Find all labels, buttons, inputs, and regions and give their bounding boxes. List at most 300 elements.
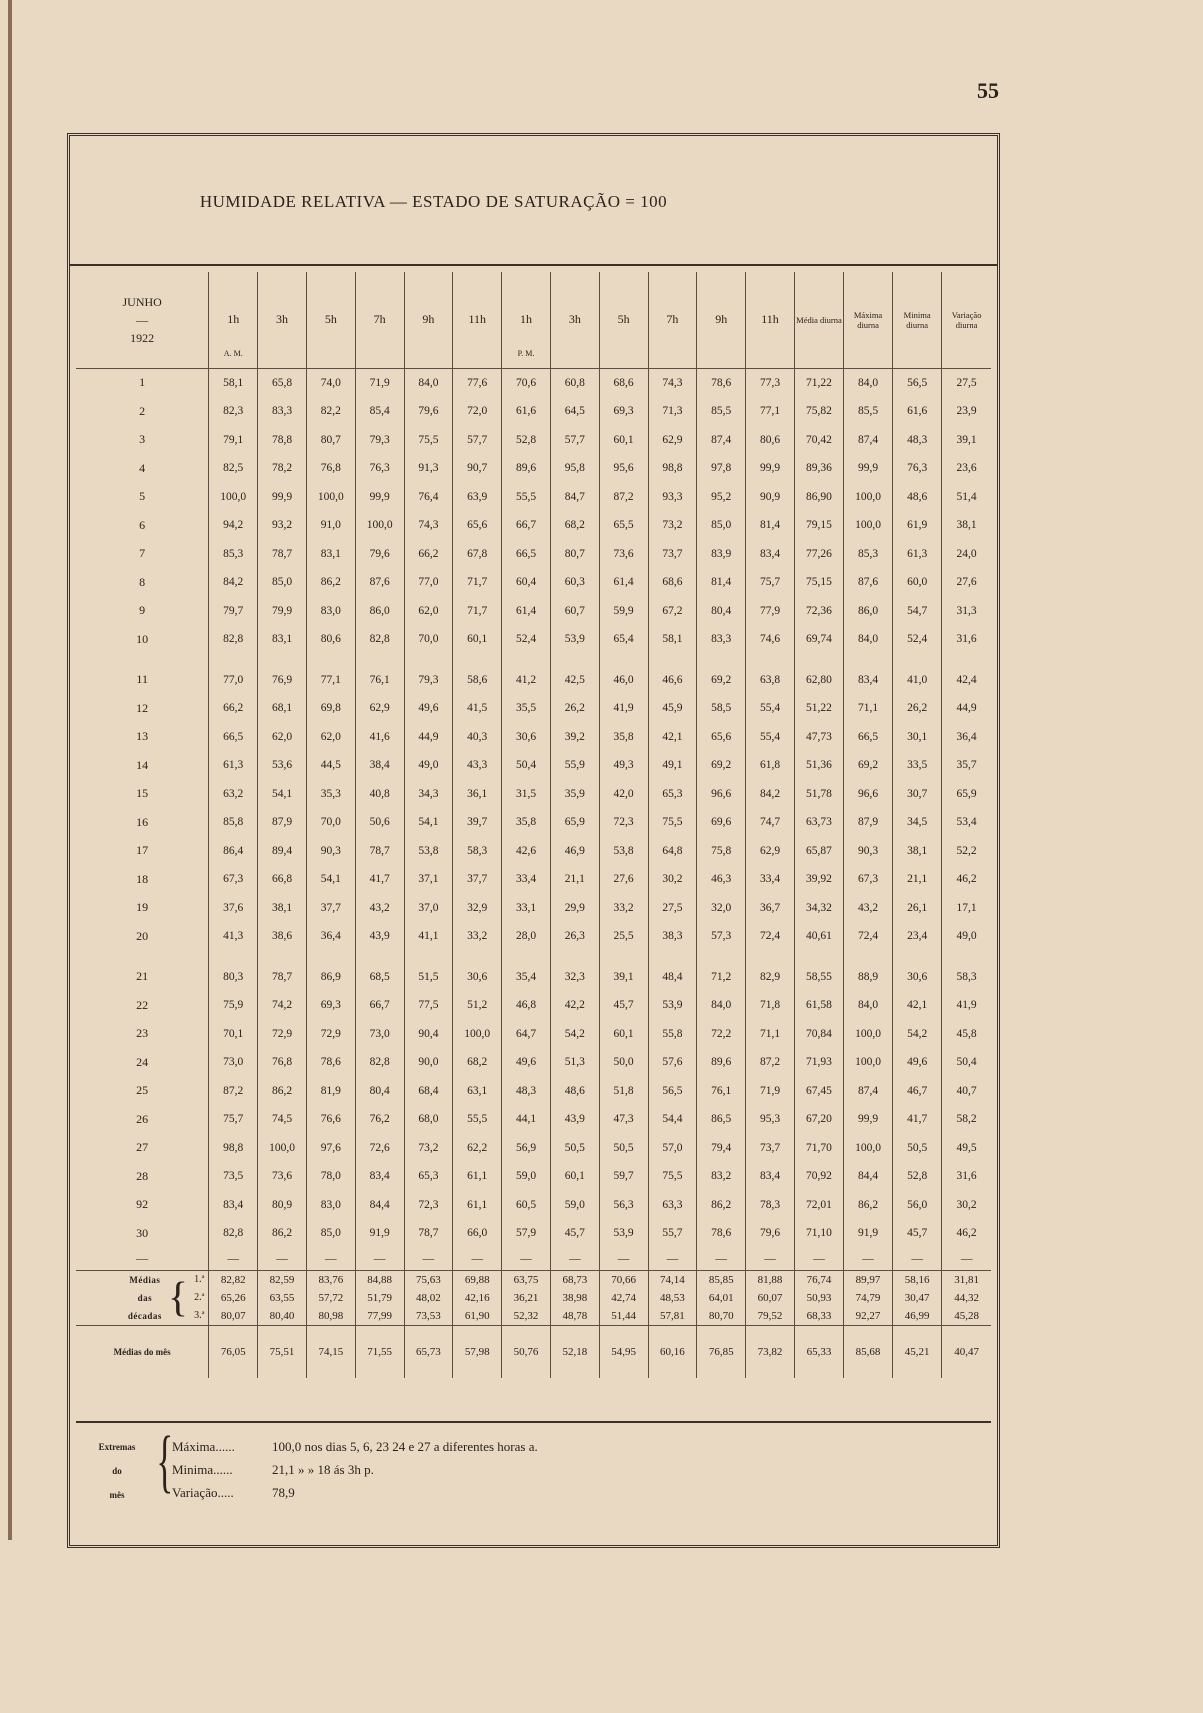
value-cell: 100,0	[355, 511, 404, 540]
value-cell: 55,7	[648, 1219, 697, 1248]
decade-value: 50,93	[794, 1289, 843, 1307]
value-cell: 87,9	[258, 808, 307, 837]
value-cell: 24,0	[942, 540, 991, 569]
value-cell: 83,4	[746, 540, 795, 569]
value-cell: 73,2	[648, 511, 697, 540]
gap-cell	[453, 951, 502, 963]
day-number: 10	[136, 631, 149, 646]
value-cell: 63,3	[648, 1191, 697, 1220]
value-cell: 46,3	[697, 865, 746, 894]
stat-header-mean: Média diurna	[794, 272, 843, 368]
value-cell: 52,8	[893, 1162, 942, 1191]
value-cell: 86,4	[209, 837, 258, 866]
value-cell: 95,2	[697, 483, 746, 512]
gap-cell	[794, 654, 843, 666]
value-cell: 42,1	[893, 991, 942, 1020]
value-cell: 86,2	[258, 1219, 307, 1248]
value-cell: 86,90	[794, 483, 843, 512]
value-cell: 46,7	[893, 1077, 942, 1106]
value-cell: 41,7	[893, 1105, 942, 1134]
value-cell: 83,1	[258, 625, 307, 654]
day-row	[76, 1020, 991, 1049]
value-cell: 83,0	[306, 597, 355, 626]
value-cell: 62,0	[404, 597, 453, 626]
value-cell: 39,2	[550, 723, 599, 752]
gap-cell	[599, 951, 648, 963]
value-cell: 76,1	[697, 1077, 746, 1106]
day-number: 1	[139, 375, 146, 390]
value-cell: 26,1	[893, 894, 942, 923]
value-cell: 60,1	[550, 1162, 599, 1191]
value-cell: 68,5	[355, 963, 404, 992]
value-cell: 84,2	[746, 780, 795, 809]
value-cell: 58,1	[648, 625, 697, 654]
value-cell: 55,4	[746, 723, 795, 752]
dash-cell: —	[355, 1248, 404, 1271]
decade-value: 36,21	[502, 1289, 551, 1307]
value-cell: 71,9	[746, 1077, 795, 1106]
decade-value: 46,99	[893, 1307, 942, 1326]
value-cell: 68,1	[258, 694, 307, 723]
decade-value: 42,16	[453, 1289, 502, 1307]
value-cell: 55,5	[502, 483, 551, 512]
value-cell: 71,9	[355, 368, 404, 397]
day-row	[76, 666, 991, 695]
value-cell: 100,0	[844, 1020, 893, 1049]
value-cell: 62,2	[453, 1134, 502, 1163]
dash-cell: —	[136, 1251, 149, 1265]
value-cell: 66,7	[502, 511, 551, 540]
value-cell: 52,2	[942, 837, 991, 866]
value-cell: 75,5	[648, 1162, 697, 1191]
year-label: 1922	[130, 330, 155, 345]
value-cell: 35,8	[599, 723, 648, 752]
decade-value: 80,40	[258, 1307, 307, 1326]
day-row	[76, 694, 991, 723]
decade-value: 89,97	[844, 1270, 893, 1289]
day-number: 8	[139, 574, 146, 589]
value-cell: 66,8	[258, 865, 307, 894]
dash-cell: —	[209, 1248, 258, 1271]
value-cell: 74,7	[746, 808, 795, 837]
decade-value: 68,33	[794, 1307, 843, 1326]
value-cell: 48,4	[648, 963, 697, 992]
value-cell: 63,9	[453, 483, 502, 512]
value-cell: 58,3	[453, 837, 502, 866]
value-cell: 67,8	[453, 540, 502, 569]
value-cell: 72,4	[746, 922, 795, 951]
value-cell: 45,7	[893, 1219, 942, 1248]
value-cell: 41,2	[502, 666, 551, 695]
value-cell: 57,6	[648, 1048, 697, 1077]
day-row	[76, 397, 991, 426]
value-cell: 62,80	[794, 666, 843, 695]
day-row	[76, 963, 991, 992]
day-number: 22	[136, 997, 149, 1012]
day-number: 20	[136, 928, 149, 943]
value-cell: 100,0	[844, 1048, 893, 1077]
value-cell: 61,58	[794, 991, 843, 1020]
value-cell: 69,6	[697, 808, 746, 837]
value-cell: 66,5	[844, 723, 893, 752]
value-cell: 50,5	[599, 1134, 648, 1163]
value-cell: 68,6	[599, 368, 648, 397]
value-cell: 58,55	[794, 963, 843, 992]
gap-cell	[502, 654, 551, 666]
value-cell: 84,2	[209, 568, 258, 597]
decade-value: 51,44	[599, 1307, 648, 1326]
value-cell: 83,4	[844, 666, 893, 695]
decade-value: 82,59	[258, 1270, 307, 1289]
value-cell: 95,3	[746, 1105, 795, 1134]
value-cell: 46,2	[942, 865, 991, 894]
value-cell: 41,6	[355, 723, 404, 752]
month-year-header	[76, 272, 209, 368]
value-cell: 73,6	[258, 1162, 307, 1191]
value-cell: 99,9	[355, 483, 404, 512]
decade-value: 44,32	[942, 1289, 991, 1307]
value-cell: 35,3	[306, 780, 355, 809]
value-cell: 82,3	[209, 397, 258, 426]
value-cell: 100,0	[306, 483, 355, 512]
value-cell: 65,3	[648, 780, 697, 809]
value-cell: 85,5	[697, 397, 746, 426]
value-cell: 53,6	[258, 751, 307, 780]
value-cell: 68,2	[550, 511, 599, 540]
value-cell: 83,1	[306, 540, 355, 569]
value-cell: 53,9	[599, 1219, 648, 1248]
value-cell: 65,9	[550, 808, 599, 837]
value-cell: 65,9	[942, 780, 991, 809]
value-cell: 66,5	[502, 540, 551, 569]
month-average-value: 52,18	[550, 1325, 599, 1378]
value-cell: 69,2	[697, 666, 746, 695]
value-cell: 82,8	[209, 1219, 258, 1248]
value-cell: 84,0	[844, 625, 893, 654]
value-cell: 79,9	[258, 597, 307, 626]
value-cell: 37,7	[306, 894, 355, 923]
value-cell: 76,6	[306, 1105, 355, 1134]
value-cell: 70,6	[502, 368, 551, 397]
value-cell: 80,9	[258, 1191, 307, 1220]
value-cell: 60,5	[502, 1191, 551, 1220]
day-number: 30	[136, 1225, 149, 1240]
gap-cell	[697, 654, 746, 666]
value-cell: 35,5	[502, 694, 551, 723]
value-cell: 59,7	[599, 1162, 648, 1191]
value-cell: 76,8	[258, 1048, 307, 1077]
value-cell: 60,7	[550, 597, 599, 626]
day-row	[76, 568, 991, 597]
value-cell: 43,2	[844, 894, 893, 923]
value-cell: 76,3	[355, 454, 404, 483]
value-cell: 86,5	[697, 1105, 746, 1134]
value-cell: 48,6	[893, 483, 942, 512]
month-average-value: 73,82	[746, 1325, 795, 1378]
month-average-value: 76,05	[209, 1325, 258, 1378]
day-number: 25	[136, 1083, 149, 1098]
decade-value: 31,81	[942, 1270, 991, 1289]
gap-cell	[453, 654, 502, 666]
decade-value: 77,99	[355, 1307, 404, 1326]
gap-cell	[258, 951, 307, 963]
value-cell: 69,3	[306, 991, 355, 1020]
day-number: 6	[139, 517, 146, 532]
value-cell: 41,5	[453, 694, 502, 723]
brace-glyph: {	[156, 1423, 174, 1500]
dash-cell: —	[942, 1248, 991, 1271]
value-cell: 83,4	[746, 1162, 795, 1191]
day-row	[76, 454, 991, 483]
value-cell: 95,6	[599, 454, 648, 483]
decade-value: 75,63	[404, 1270, 453, 1289]
day-row	[76, 368, 991, 397]
value-cell: 43,2	[355, 894, 404, 923]
value-cell: 81,9	[306, 1077, 355, 1106]
decade-value: 80,07	[209, 1307, 258, 1326]
day-number: 23	[136, 1026, 149, 1041]
month-average-value: 60,16	[648, 1325, 697, 1378]
value-cell: 69,2	[844, 751, 893, 780]
value-cell: 63,73	[794, 808, 843, 837]
decade-value: 65,26	[209, 1289, 258, 1307]
decade-value: 48,53	[648, 1289, 697, 1307]
value-cell: 99,9	[746, 454, 795, 483]
value-cell: 78,7	[404, 1219, 453, 1248]
decade-value: 42,74	[599, 1289, 648, 1307]
value-cell: 66,2	[209, 694, 258, 723]
day-row	[76, 625, 991, 654]
value-cell: 80,4	[697, 597, 746, 626]
dash-cell: —	[404, 1248, 453, 1271]
value-cell: 66,2	[404, 540, 453, 569]
value-cell: 77,0	[209, 666, 258, 695]
value-cell: 56,9	[502, 1134, 551, 1163]
value-cell: 85,0	[306, 1219, 355, 1248]
day-row	[76, 780, 991, 809]
value-cell: 34,5	[893, 808, 942, 837]
group-gap	[76, 951, 991, 963]
dash-cell: —	[844, 1248, 893, 1271]
value-cell: 53,8	[404, 837, 453, 866]
value-cell: 90,3	[844, 837, 893, 866]
am-label: A. M.	[223, 348, 243, 358]
day-row	[76, 511, 991, 540]
value-cell: 72,01	[794, 1191, 843, 1220]
value-cell: 90,9	[746, 483, 795, 512]
dash-cell: —	[794, 1248, 843, 1271]
value-cell: 39,1	[942, 426, 991, 455]
value-cell: 30,6	[893, 963, 942, 992]
stat-header-variation: Variação diurna	[942, 272, 991, 368]
value-cell: 81,4	[697, 568, 746, 597]
decade-value: 30,47	[893, 1289, 942, 1307]
value-cell: 43,9	[355, 922, 404, 951]
value-cell: 64,8	[648, 837, 697, 866]
gap-cell	[844, 951, 893, 963]
hour-header: 9h	[697, 272, 746, 368]
value-cell: 27,5	[942, 368, 991, 397]
value-cell: 45,7	[550, 1219, 599, 1248]
value-cell: 57,0	[648, 1134, 697, 1163]
day-number: 12	[136, 700, 149, 715]
value-cell: 26,2	[893, 694, 942, 723]
value-cell: 41,7	[355, 865, 404, 894]
value-cell: 65,6	[697, 723, 746, 752]
hour-header: 9h	[404, 272, 453, 368]
value-cell: 71,22	[794, 368, 843, 397]
value-cell: 31,6	[942, 1162, 991, 1191]
value-cell: 79,1	[209, 426, 258, 455]
value-cell: 65,5	[599, 511, 648, 540]
day-row	[76, 723, 991, 752]
value-cell: 78,7	[258, 963, 307, 992]
value-cell: 72,3	[599, 808, 648, 837]
value-cell: 42,0	[599, 780, 648, 809]
value-cell: 21,1	[550, 865, 599, 894]
gap-cell	[794, 951, 843, 963]
day-number: 5	[139, 489, 146, 504]
value-cell: 87,6	[355, 568, 404, 597]
decade-value: 57,72	[306, 1289, 355, 1307]
value-cell: 37,7	[453, 865, 502, 894]
value-cell: 71,8	[746, 991, 795, 1020]
decade-value: 82,82	[209, 1270, 258, 1289]
value-cell: 51,4	[942, 483, 991, 512]
decade-value: 48,78	[550, 1307, 599, 1326]
value-cell: 100,0	[844, 483, 893, 512]
value-cell: 78,2	[258, 454, 307, 483]
day-number: 2	[139, 403, 146, 418]
month-average-value: 65,73	[404, 1325, 453, 1378]
value-cell: 86,2	[844, 1191, 893, 1220]
value-cell: 40,61	[794, 922, 843, 951]
value-cell: 44,5	[306, 751, 355, 780]
dash-cell: —	[306, 1248, 355, 1271]
gap-cell	[599, 654, 648, 666]
value-cell: 35,8	[502, 808, 551, 837]
hour-header: 11h	[453, 272, 502, 368]
gap-cell	[648, 654, 697, 666]
value-cell: 71,7	[453, 568, 502, 597]
value-cell: 49,6	[502, 1048, 551, 1077]
value-cell: 37,0	[404, 894, 453, 923]
value-cell: 72,3	[404, 1191, 453, 1220]
value-cell: 84,4	[844, 1162, 893, 1191]
value-cell: 62,0	[258, 723, 307, 752]
value-cell: 65,8	[258, 368, 307, 397]
value-cell: 41,3	[209, 922, 258, 951]
day-number: 92	[136, 1197, 149, 1212]
value-cell: 71,3	[648, 397, 697, 426]
value-cell: 71,1	[844, 694, 893, 723]
value-cell: 38,1	[893, 837, 942, 866]
decade-value: 58,16	[893, 1270, 942, 1289]
month-average-value: 40,47	[942, 1325, 991, 1378]
value-cell: 86,2	[306, 568, 355, 597]
value-cell: 56,0	[893, 1191, 942, 1220]
value-cell: 83,3	[258, 397, 307, 426]
value-cell: 30,1	[893, 723, 942, 752]
extreme-max: Máxima...... 100,0 nos dias 5, 6, 23 24 e 27 a diferentes horas a.	[172, 1439, 538, 1454]
value-cell: 17,1	[942, 894, 991, 923]
value-cell: 43,9	[550, 1105, 599, 1134]
value-cell: 60,3	[550, 568, 599, 597]
day-row	[76, 1219, 991, 1248]
value-cell: 73,2	[404, 1134, 453, 1163]
value-cell: 59,9	[599, 597, 648, 626]
value-cell: 51,8	[599, 1077, 648, 1106]
hour-header: 5h	[306, 272, 355, 368]
value-cell: 78,7	[258, 540, 307, 569]
hour-header: 5h	[599, 272, 648, 368]
decade-value: 70,66	[599, 1270, 648, 1289]
value-cell: 38,1	[942, 511, 991, 540]
value-cell: 94,2	[209, 511, 258, 540]
value-cell: 85,0	[697, 511, 746, 540]
value-cell: 78,6	[306, 1048, 355, 1077]
value-cell: 100,0	[453, 1020, 502, 1049]
value-cell: 71,93	[794, 1048, 843, 1077]
value-cell: 54,1	[306, 865, 355, 894]
value-cell: 26,3	[550, 922, 599, 951]
value-cell: 60,8	[550, 368, 599, 397]
value-cell: 58,5	[697, 694, 746, 723]
decade-value: 61,90	[453, 1307, 502, 1326]
decade-value: 51,79	[355, 1289, 404, 1307]
gap-cell	[76, 654, 209, 666]
value-cell: 60,1	[453, 625, 502, 654]
day-number: 4	[139, 460, 146, 475]
gap-cell	[258, 654, 307, 666]
value-cell: 77,5	[404, 991, 453, 1020]
value-cell: 61,6	[893, 397, 942, 426]
value-cell: 31,3	[942, 597, 991, 626]
value-cell: 37,6	[209, 894, 258, 923]
dash-cell: —	[648, 1248, 697, 1271]
group-gap	[76, 654, 991, 666]
dash-row	[76, 1248, 991, 1271]
value-cell: 38,1	[258, 894, 307, 923]
value-cell: 86,2	[258, 1077, 307, 1106]
value-cell: 97,6	[306, 1134, 355, 1163]
value-cell: 44,9	[942, 694, 991, 723]
value-cell: 75,82	[794, 397, 843, 426]
day-row	[76, 1048, 991, 1077]
gap-cell	[209, 654, 258, 666]
value-cell: 42,4	[942, 666, 991, 695]
decade-value: 76,74	[794, 1270, 843, 1289]
value-cell: 99,9	[258, 483, 307, 512]
value-cell: 98,8	[648, 454, 697, 483]
value-cell: 82,5	[209, 454, 258, 483]
humidity-table	[76, 272, 991, 1378]
value-cell: 100,0	[258, 1134, 307, 1163]
value-cell: 61,3	[209, 751, 258, 780]
value-cell: 38,4	[355, 751, 404, 780]
value-cell: 70,84	[794, 1020, 843, 1049]
value-cell: 61,8	[746, 751, 795, 780]
value-cell: 71,1	[746, 1020, 795, 1049]
value-cell: 65,4	[599, 625, 648, 654]
gap-cell	[306, 654, 355, 666]
value-cell: 53,9	[648, 991, 697, 1020]
value-cell: 36,4	[306, 922, 355, 951]
value-cell: 61,6	[502, 397, 551, 426]
value-cell: 43,3	[453, 751, 502, 780]
brace-glyph: {	[167, 1274, 189, 1321]
value-cell: 72,2	[697, 1020, 746, 1049]
